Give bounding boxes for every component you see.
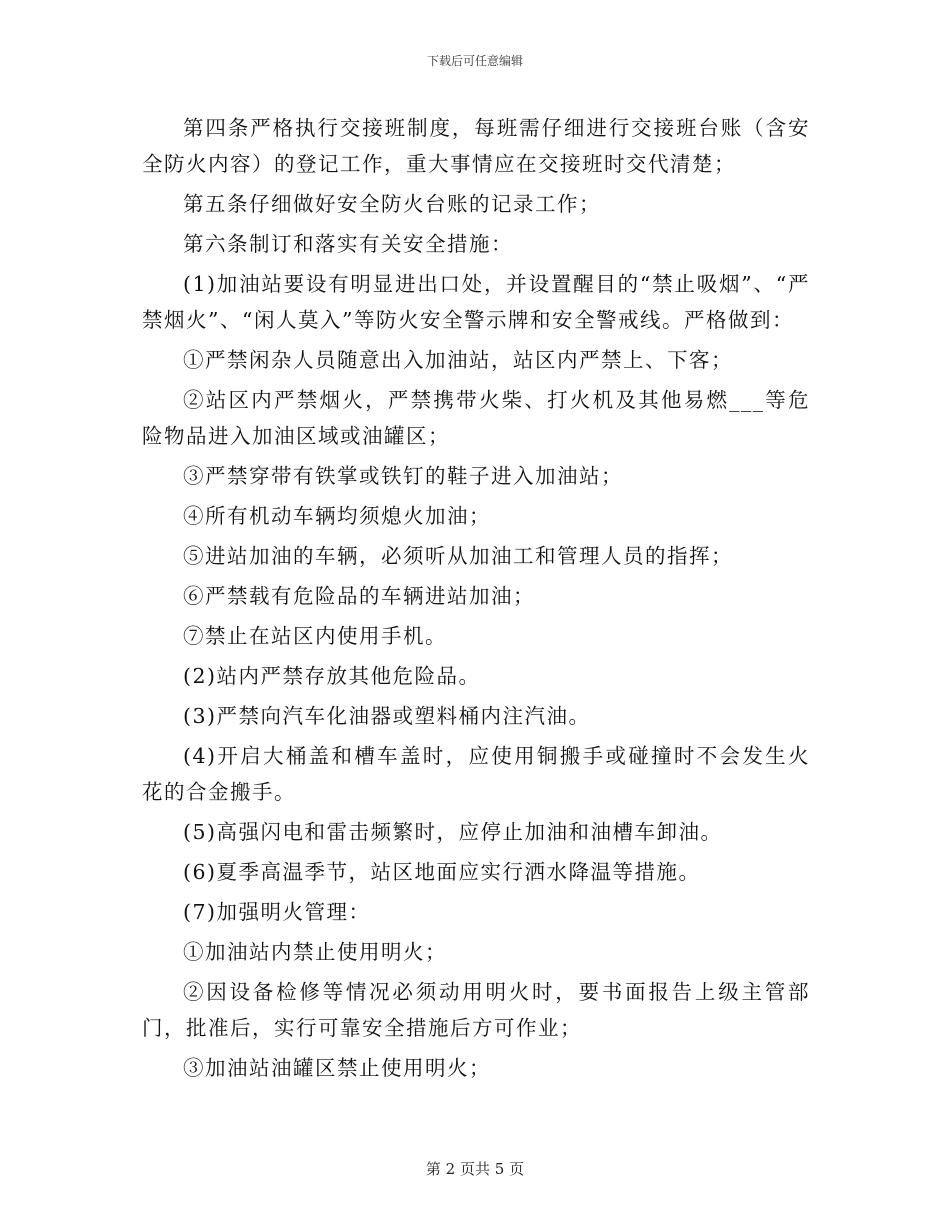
paragraph-article-5: 第五条仔细做好安全防火台账的记录工作；: [183, 192, 601, 216]
paragraph-measure-2: (2)站内严禁存放其他危险品。: [183, 664, 481, 688]
list-item-7-1: ①加油站内禁止使用明火；: [183, 940, 447, 964]
paragraph-measure-5: (5)高强闪电和雷击频繁时，应停止加油和油槽车卸油。: [183, 820, 723, 844]
paragraph-article-4: 第四条严格执行交接班制度，每班需仔细进行交接班台账（含安全防火内容）的登记工作，重大事情应在交接班时交代清楚；: [142, 116, 810, 176]
document-body: [142, 110, 810, 1086]
list-item-7-3: ③加油站油罐区禁止使用明火；: [183, 1056, 491, 1080]
page-header-note: 下载后可任意编辑: [426, 54, 523, 68]
list-item-7-2: ②因设备检修等情况必须动用明火时，要书面报告上级主管部门，批准后，实行可靠安全措施后方可作业；: [142, 980, 810, 1040]
paragraph-measure-7: (7)加强明火管理：: [183, 900, 371, 924]
list-item-1-2: ②站区内严禁烟火，严禁携带火柴、打火机及其他易燃___等危险物品进入加油区域或油罐区；: [142, 388, 810, 448]
paragraph-measure-3: (3)严禁向汽车化油器或塑料桶内注汽油。: [183, 704, 591, 728]
list-item-1-3: ③严禁穿带有铁掌或铁钉的鞋子进入加油站；: [183, 464, 623, 488]
list-item-1-4: ④所有机动车辆均须熄火加油；: [183, 504, 491, 528]
paragraph-measure-6: (6)夏季高温季节，站区地面应实行洒水降温等措施。: [183, 860, 701, 884]
page-number: 第 2 页共 5 页: [425, 1160, 525, 1178]
paragraph-measure-4: (4)开启大桶盖和槽车盖时，应使用铜搬手或碰撞时不会发生火花的合金搬手。: [142, 744, 810, 804]
paragraph-measure-1: (1)加油站要设有明显进出口处，并设置醒目的“禁止吸烟”、“严禁烟火”、“闲人莫入”等防火安全警示牌和安全警戒线。严格做到：: [142, 272, 810, 332]
paragraph-article-6: 第六条制订和落实有关安全措施：: [183, 232, 513, 256]
list-item-1-6: ⑥严禁载有危险品的车辆进站加油；: [183, 584, 535, 608]
list-item-1-1: ①严禁闲杂人员随意出入加油站，站区内严禁上、下客；: [183, 348, 733, 372]
list-item-1-7: ⑦禁止在站区内使用手机。: [183, 624, 447, 648]
list-item-1-5: ⑤进站加油的车辆，必须听从加油工和管理人员的指挥；: [183, 544, 733, 568]
